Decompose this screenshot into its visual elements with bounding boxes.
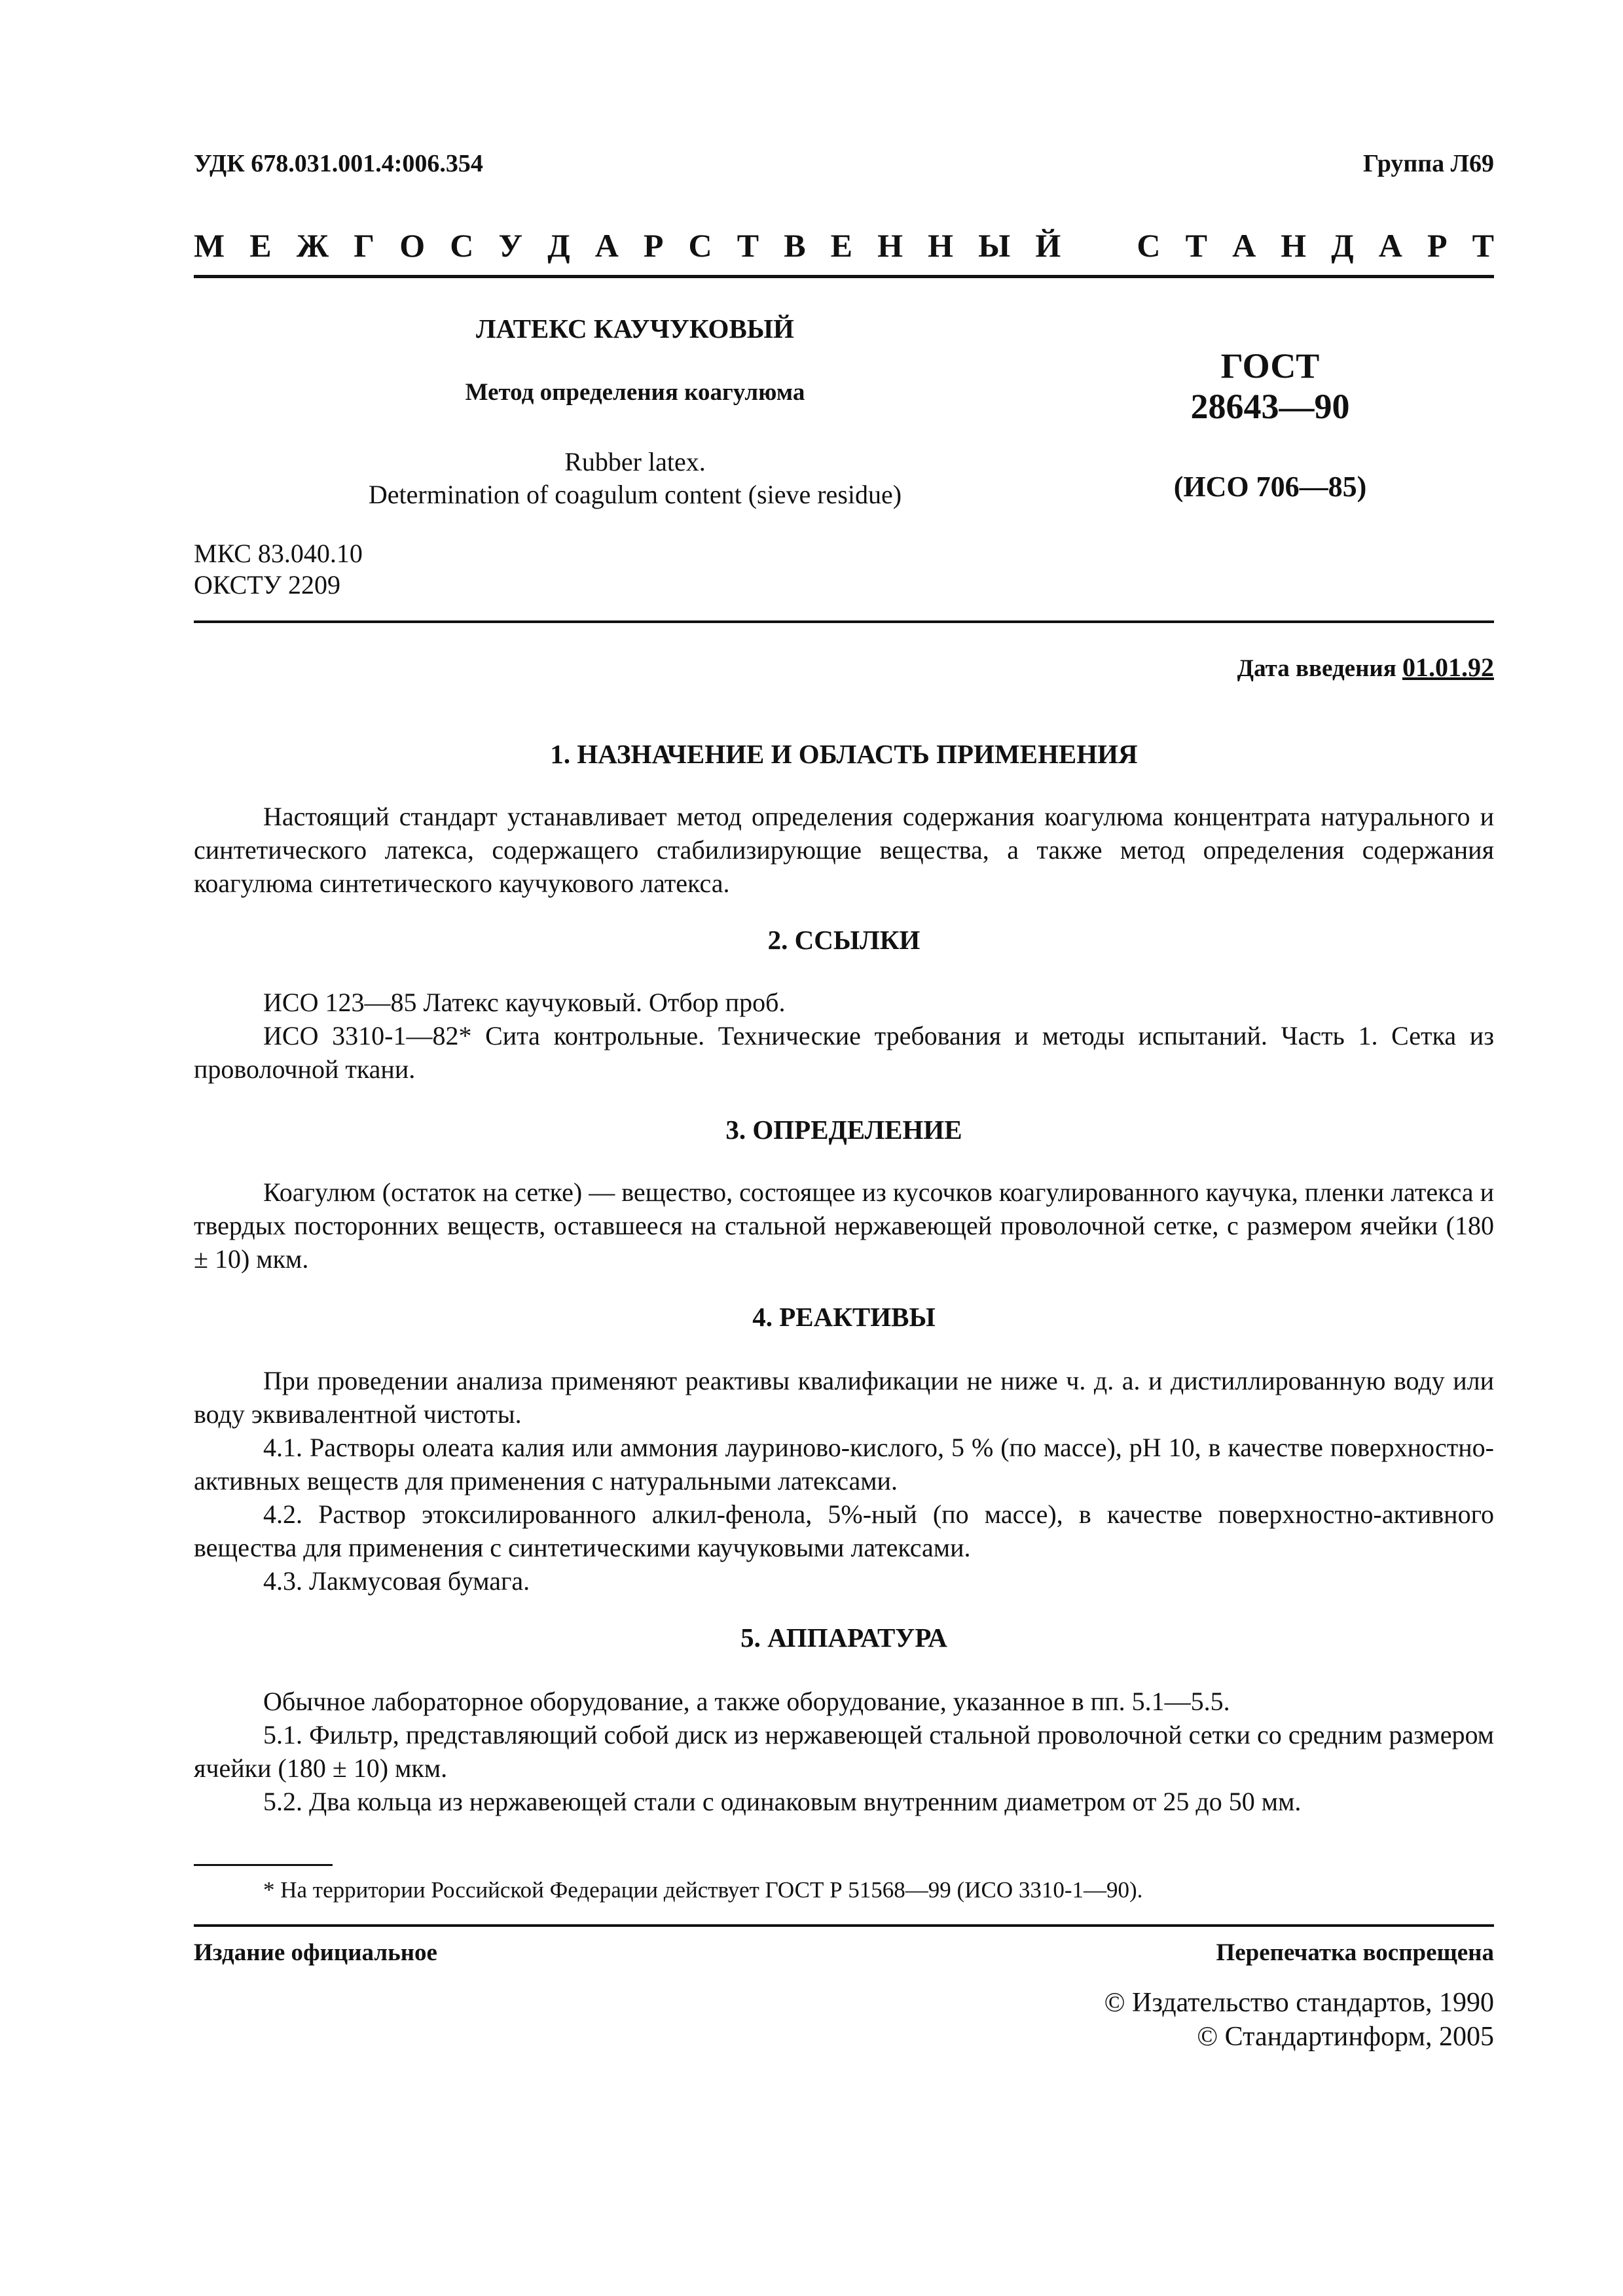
footer-divider [194,1924,1494,1927]
banner-letter: Ы [978,227,1011,264]
banner-letter: Ж [296,227,329,264]
section-heading-1: 1. НАЗНАЧЕНИЕ И ОБЛАСТЬ ПРИМЕНЕНИЯ [550,739,1138,769]
copyright-line-1: © Издательство стандартов, 1990 [1104,1988,1494,2018]
banner-letter: О [399,227,426,264]
official-edition-label: Издание официальное [194,1939,437,1966]
banner-letter: В [784,227,806,264]
paragraph: ИСО 3310-1—82* Сита контрольные. Технические требования и методы испытаний. Часть 1. Сетка из проволочной ткани. [194,1021,1494,1084]
paragraph: 4.2. Раствор этоксилированного алкил-фенола, 5%-ный (по массе), в качестве поверхностно-активного вещества для применения с синтетическими каучуковыми латексами. [194,1499,1494,1562]
section-heading-2: 2. ССЫЛКИ [767,925,921,955]
gost-number: 28643—90 [1190,387,1350,426]
header-divider [194,275,1494,278]
banner-letter: Т [1472,227,1494,264]
section-heading-3: 3. ОПРЕДЕЛЕНИЕ [725,1115,962,1145]
paragraph: Обычное лабораторное оборудование, а также оборудование, указанное в пп. 5.1—5.5. [263,1687,1230,1716]
paragraph: 4.1. Растворы олеата калия или аммония лауриново-кислого, 5 % (по массе), рН 10, в качестве поверхностно-активных веществ для применения с натуральными латексами. [194,1433,1494,1496]
banner-letter: У [498,227,523,264]
classification-divider [194,620,1494,623]
iso-reference: (ИСО 706—85) [1173,471,1367,503]
footnote-divider [194,1864,333,1866]
section-body-1 [194,800,1494,900]
english-title-line2: Determination of coagulum content (sieve residue) [368,480,902,509]
paragraph: 4.3. Лакмусовая бумага. [263,1566,530,1596]
banner-letter: Т [1185,227,1207,264]
banner-letter: Т [737,227,759,264]
banner-letter: А [1232,227,1256,264]
paragraph: При проведении анализа применяют реактивы квалификации не ниже ч. д. а. и дистиллированную воду или воду эквивалентной чистоты. [194,1366,1494,1429]
section-body-5 [194,1685,1494,1818]
udk-code: УДК 678.031.001.4:006.354 [194,150,483,177]
effective-date-label: Дата введения [1237,655,1396,682]
english-title-line1: Rubber latex. [564,447,706,476]
banner-letter: Д [1331,227,1354,264]
banner-letter: С [450,227,474,264]
banner-letter: С [688,227,712,264]
banner-letter: Н [877,227,903,264]
document-subtitle: Метод определения коагулюма [465,379,805,406]
banner-letter: А [594,227,619,264]
paragraph: Настоящий стандарт устанавливает метод определения содержания коагулюма концентрата натурального и синтетического латекса, содержащего стабилизирующие вещества, а также метод определения содержания коагулюма синтетического каучукового латекса. [194,802,1494,898]
banner-letter: Н [1281,227,1307,264]
banner-letter: Н [928,227,954,264]
mks-code: МКС 83.040.10 [194,539,363,568]
section-body-3 [194,1175,1494,1276]
banner-letter: А [1378,227,1402,264]
banner-word-gap [1085,226,1112,264]
paragraph: 5.1. Фильтр, представляющий собой диск из нержавеющей стальной проволочной сетки со средним размером ячейки (180 ± 10) мкм. [194,1720,1494,1783]
paragraph: ИСО 123—85 Латекс каучуковый. Отбор проб. [263,988,786,1017]
okstu-code: ОКСТУ 2209 [194,570,341,600]
banner-letter: Е [249,227,272,264]
section-heading-4: 4. РЕАКТИВЫ [752,1302,936,1332]
reprint-prohibited-label: Перепечатка воспрещена [1216,1939,1494,1966]
banner-letter: Р [1427,227,1448,264]
section-heading-5: 5. АППАРАТУРА [740,1623,947,1653]
banner-letter: Р [643,227,664,264]
effective-date-value: 01.01.92 [1402,653,1494,682]
section-body-2 [194,986,1494,1086]
banner-letter: Г [354,227,375,264]
paragraph: Коагулюм (остаток на сетке) — вещество, состоящее из кусочков коагулированного каучука, пленки латекса и твердых посторонних веществ, оставшееся на стальной нержавеющей проволочной сетке, с размером ячейки (180 ± 10) мкм. [194,1177,1494,1274]
paragraph: 5.2. Два кольца из нержавеющей стали с одинаковым внутренним диаметром от 25 до 50 мм. [263,1787,1302,1816]
banner-letter: С [1137,227,1161,264]
footnote: * На территории Российской Федерации действует ГОСТ Р 51568—99 (ИСО 3310-1—90). [263,1877,1143,1903]
section-body-4 [194,1364,1494,1598]
banner-letter: М [194,227,225,264]
document-title: ЛАТЕКС КАУЧУКОВЫЙ [476,314,794,344]
gost-label: ГОСТ [1220,346,1320,386]
interstate-standard-banner [194,226,1494,264]
banner-letter: Е [830,227,853,264]
effective-date [1237,652,1494,683]
banner-letter: Й [1035,227,1061,264]
banner-letter: Д [547,227,570,264]
copyright-line-2: © Стандартинформ, 2005 [1197,2022,1494,2052]
group-code: Группа Л69 [1362,150,1494,177]
